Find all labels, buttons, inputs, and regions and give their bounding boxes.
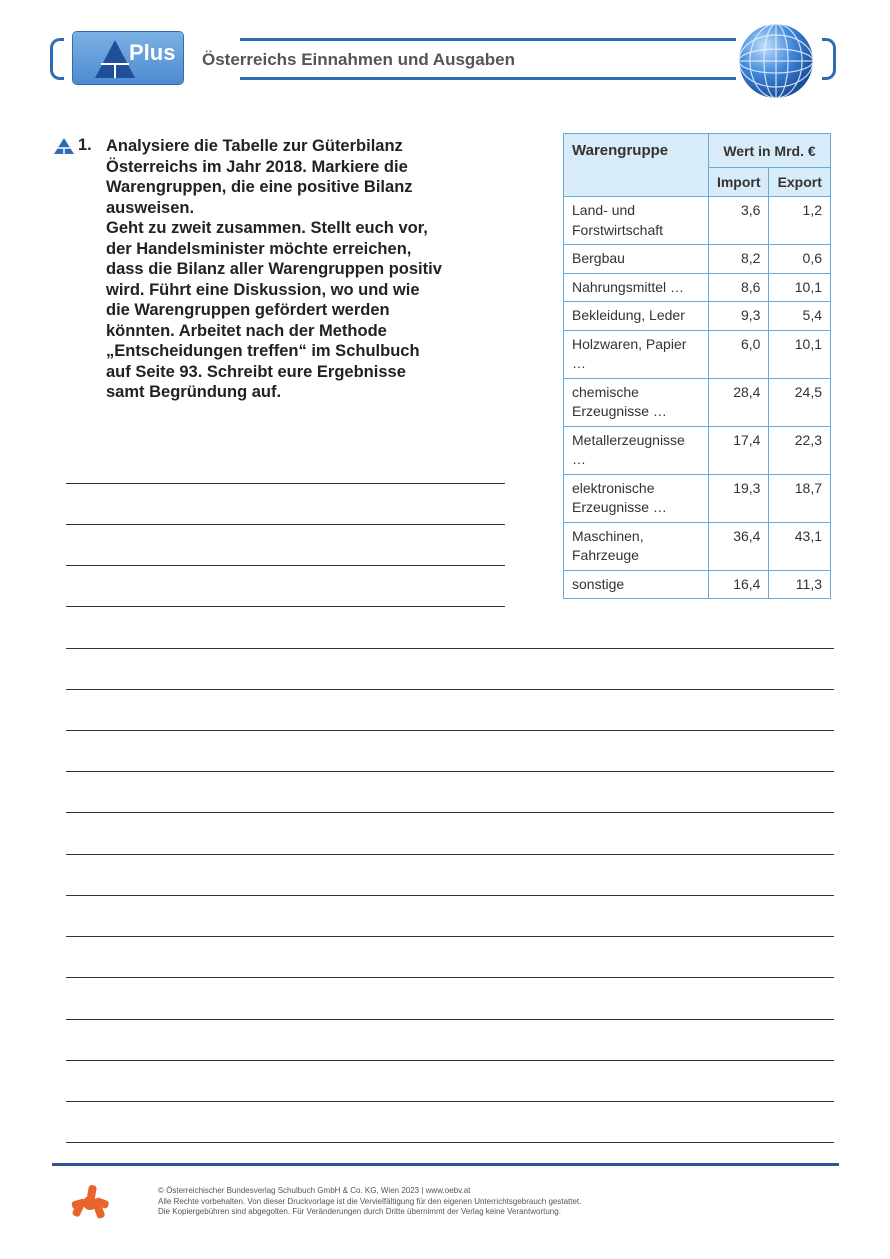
answer-line[interactable] xyxy=(66,977,834,978)
answer-line[interactable] xyxy=(66,483,505,484)
table-header-value: Wert in Mrd. € xyxy=(709,134,831,168)
task-line: wird. Führt eine Diskussion, wo und wie xyxy=(106,280,420,299)
task-line: Geht zu zweit zusammen. Stellt euch vor, xyxy=(106,219,428,237)
row-name: Bekleidung, Leder xyxy=(564,302,709,331)
task-line: könnten. Arbeitet nach der Methode xyxy=(106,321,387,340)
row-import: 17,4 xyxy=(709,426,769,474)
row-export: 18,7 xyxy=(769,474,831,522)
task-line: der Handelsminister möchte erreichen, xyxy=(106,239,412,258)
row-export: 0,6 xyxy=(769,245,831,274)
answer-line[interactable] xyxy=(66,895,834,896)
task-line: samt Begründung auf. xyxy=(106,383,282,401)
table-row xyxy=(564,330,831,378)
table-row xyxy=(564,570,831,599)
table-row xyxy=(564,522,831,570)
row-import: 9,3 xyxy=(709,302,769,331)
row-name: Bergbau xyxy=(564,245,709,274)
task-line: die Warengruppen gefördert werden xyxy=(106,301,390,319)
row-import: 28,4 xyxy=(709,378,769,426)
row-import: 19,3 xyxy=(709,474,769,522)
table-header-import: Import xyxy=(709,168,769,197)
row-export: 43,1 xyxy=(769,522,831,570)
task-line: ausweisen. xyxy=(106,198,195,217)
answer-line[interactable] xyxy=(66,854,834,855)
table-row xyxy=(564,378,831,426)
row-export: 24,5 xyxy=(769,378,831,426)
footer-line: Die Kopiergebühren sind abgegolten. Für Veränderungen durch Dritte übernimmt der Verlag keine Verantwortung. xyxy=(158,1207,561,1216)
answer-line[interactable] xyxy=(66,771,834,772)
task-line: Analysiere die Tabelle zur Güterbilanz xyxy=(106,137,403,155)
table-row xyxy=(564,474,831,522)
task-line: Warengruppen, die eine positive Bilanz xyxy=(106,178,413,196)
table-row xyxy=(564,273,831,302)
row-import: 16,4 xyxy=(709,570,769,599)
row-name: Metallerzeugnisse … xyxy=(564,426,709,474)
answer-line[interactable] xyxy=(66,524,505,525)
answer-line[interactable] xyxy=(66,565,505,566)
header-bracket-right xyxy=(822,38,836,80)
row-export: 22,3 xyxy=(769,426,831,474)
row-import: 8,6 xyxy=(709,273,769,302)
footer-line: © Österreichischer Bundesverlag Schulbuch GmbH & Co. KG, Wien 2023 | www.oebv.at xyxy=(158,1186,471,1195)
globe-icon xyxy=(737,22,815,100)
answer-line[interactable] xyxy=(66,1060,834,1061)
plus-badge xyxy=(73,32,183,84)
table-row xyxy=(564,426,831,474)
answer-line[interactable] xyxy=(66,1019,834,1020)
footer-line: Alle Rechte vorbehalten. Von dieser Druckvorlage ist die Vervielfältigung für den eigenen Unterrichtsgebrauch gestattet. xyxy=(158,1196,582,1206)
trade-table xyxy=(563,133,831,599)
answer-line[interactable] xyxy=(66,689,834,690)
page-title: Österreichs Einnahmen und Ausgaben xyxy=(202,50,515,69)
task-line: „Entscheidungen treffen“ im Schulbuch xyxy=(106,342,420,360)
header-bracket-left xyxy=(50,38,64,80)
header-rule-top xyxy=(240,38,736,41)
row-import: 6,0 xyxy=(709,330,769,378)
row-export: 10,1 xyxy=(769,330,831,378)
task-text xyxy=(106,136,486,403)
table-header-export: Export xyxy=(769,168,831,197)
plus-label: Plus xyxy=(129,40,176,65)
row-export: 11,3 xyxy=(769,570,831,599)
row-name: Maschinen, Fahrzeuge xyxy=(564,522,709,570)
answer-line[interactable] xyxy=(66,648,834,649)
task-triangle-icon xyxy=(54,138,74,154)
table-header-group: Warengruppe xyxy=(564,134,709,197)
task-line: dass die Bilanz aller Warengruppen positiv xyxy=(106,260,442,278)
task-line: auf Seite 93. Schreibt eure Ergebnisse xyxy=(106,362,406,381)
task-line: Österreichs im Jahr 2018. Markiere die xyxy=(106,157,408,176)
row-import: 36,4 xyxy=(709,522,769,570)
row-name: Land- und Forstwirtschaft xyxy=(564,197,709,245)
row-name: sonstige xyxy=(564,570,709,599)
answer-line[interactable] xyxy=(66,730,834,731)
footer-rule xyxy=(52,1163,839,1166)
header-rule-bottom xyxy=(240,77,736,80)
answer-line[interactable] xyxy=(66,812,834,813)
row-export: 10,1 xyxy=(769,273,831,302)
footer-text xyxy=(158,1186,581,1218)
row-import: 8,2 xyxy=(709,245,769,274)
row-name: chemische Erzeugnisse … xyxy=(564,378,709,426)
row-import: 3,6 xyxy=(709,197,769,245)
row-export: 5,4 xyxy=(769,302,831,331)
answer-line[interactable] xyxy=(66,1101,834,1102)
row-name: Holzwaren, Papier … xyxy=(564,330,709,378)
answer-line[interactable] xyxy=(66,1142,834,1143)
answer-line[interactable] xyxy=(66,936,834,937)
table-row xyxy=(564,197,831,245)
publisher-logo-icon xyxy=(70,1183,110,1223)
row-export: 1,2 xyxy=(769,197,831,245)
table-row xyxy=(564,245,831,274)
table-row xyxy=(564,302,831,331)
row-name: Nahrungsmittel … xyxy=(564,273,709,302)
row-name: elektronische Erzeugnisse … xyxy=(564,474,709,522)
task-number: 1. xyxy=(78,136,92,154)
answer-line[interactable] xyxy=(66,606,505,607)
